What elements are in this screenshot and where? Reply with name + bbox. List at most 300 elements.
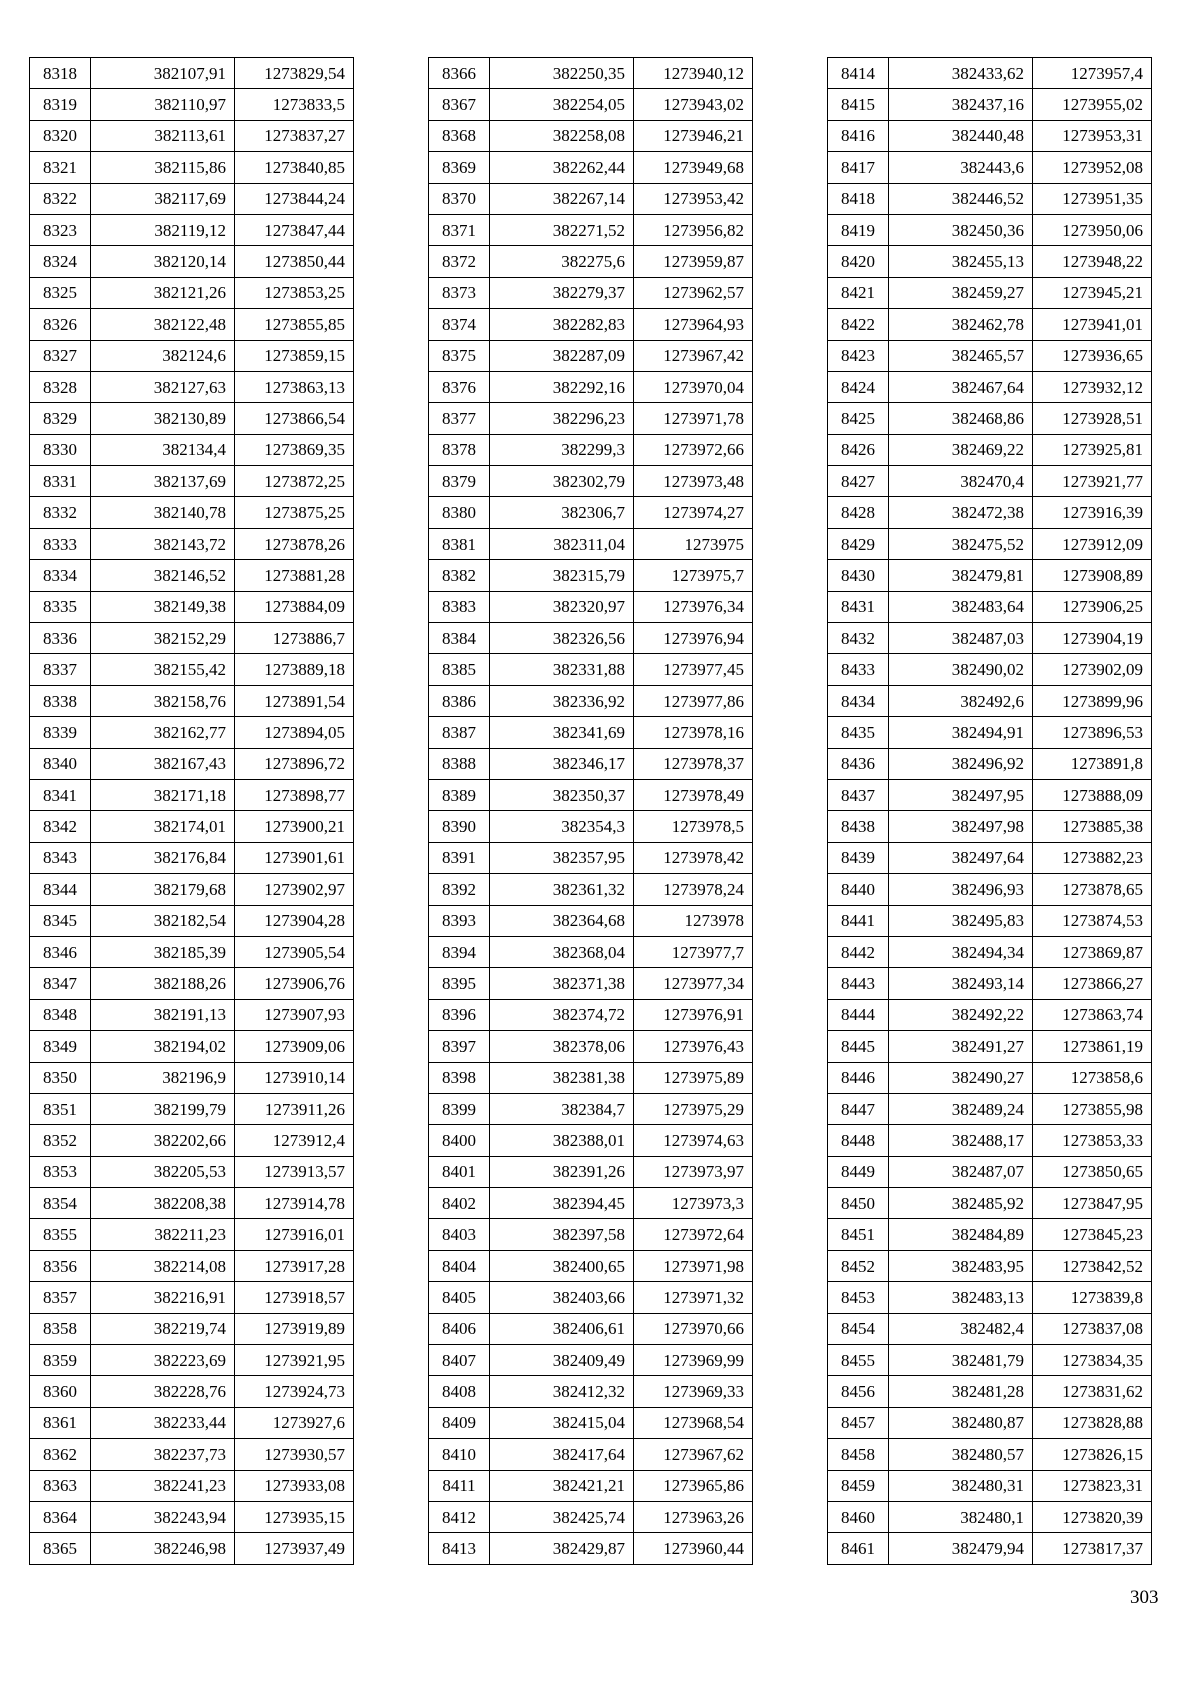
table-row — [828, 1219, 1152, 1250]
y-coordinate-cell: 1273978,5 — [634, 811, 753, 842]
y-coordinate-cell: 1273886,7 — [235, 623, 354, 654]
y-coordinate-cell: 1273971,98 — [634, 1250, 753, 1281]
table-row — [30, 1156, 354, 1187]
x-coordinate-cell: 382357,95 — [490, 842, 634, 873]
point-number-cell: 8409 — [429, 1407, 490, 1438]
table-row — [30, 905, 354, 936]
point-number-cell: 8368 — [429, 120, 490, 151]
point-number-cell: 8353 — [30, 1156, 91, 1187]
y-coordinate-cell: 1273817,37 — [1033, 1533, 1152, 1564]
x-coordinate-cell: 382167,43 — [91, 748, 235, 779]
y-coordinate-cell: 1273881,28 — [235, 560, 354, 591]
x-coordinate-cell: 382233,44 — [91, 1407, 235, 1438]
table-row — [429, 717, 753, 748]
x-coordinate-cell: 382279,37 — [490, 277, 634, 308]
y-coordinate-cell: 1273889,18 — [235, 654, 354, 685]
y-coordinate-cell: 1273927,6 — [235, 1407, 354, 1438]
table-row — [30, 89, 354, 120]
x-coordinate-cell: 382171,18 — [91, 779, 235, 810]
x-coordinate-cell: 382130,89 — [91, 403, 235, 434]
table-row — [30, 1501, 354, 1532]
x-coordinate-cell: 382484,89 — [889, 1219, 1033, 1250]
x-coordinate-cell: 382162,77 — [91, 717, 235, 748]
y-coordinate-cell: 1273971,32 — [634, 1282, 753, 1313]
point-number-cell: 8366 — [429, 58, 490, 89]
point-number-cell: 8342 — [30, 811, 91, 842]
point-number-cell: 8395 — [429, 968, 490, 999]
point-number-cell: 8396 — [429, 999, 490, 1030]
y-coordinate-cell: 1273978,24 — [634, 874, 753, 905]
y-coordinate-cell: 1273885,38 — [1033, 811, 1152, 842]
x-coordinate-cell: 382292,16 — [490, 371, 634, 402]
table-row — [429, 246, 753, 277]
x-coordinate-cell: 382216,91 — [91, 1282, 235, 1313]
y-coordinate-cell: 1273959,87 — [634, 246, 753, 277]
table-row — [429, 277, 753, 308]
table-row — [30, 340, 354, 371]
point-number-cell: 8454 — [828, 1313, 889, 1344]
table-row — [30, 1439, 354, 1470]
x-coordinate-cell: 382223,69 — [91, 1345, 235, 1376]
coordinate-tables — [29, 57, 1175, 1604]
x-coordinate-cell: 382412,32 — [490, 1376, 634, 1407]
table-row — [429, 905, 753, 936]
point-number-cell: 8384 — [429, 623, 490, 654]
y-coordinate-cell: 1273924,73 — [235, 1376, 354, 1407]
point-number-cell: 8331 — [30, 466, 91, 497]
table-row — [30, 309, 354, 340]
table-row — [30, 1219, 354, 1250]
x-coordinate-cell: 382490,02 — [889, 654, 1033, 685]
point-number-cell: 8348 — [30, 999, 91, 1030]
x-coordinate-cell: 382388,01 — [490, 1125, 634, 1156]
point-number-cell: 8321 — [30, 152, 91, 183]
point-number-cell: 8380 — [429, 497, 490, 528]
point-number-cell: 8414 — [828, 58, 889, 89]
x-coordinate-cell: 382331,88 — [490, 654, 634, 685]
coordinate-table-2 — [428, 57, 753, 1565]
table-row — [429, 1156, 753, 1187]
x-coordinate-cell: 382433,62 — [889, 58, 1033, 89]
point-number-cell: 8444 — [828, 999, 889, 1030]
table-row — [30, 1188, 354, 1219]
x-coordinate-cell: 382199,79 — [91, 1093, 235, 1124]
point-number-cell: 8326 — [30, 309, 91, 340]
point-number-cell: 8330 — [30, 434, 91, 465]
x-coordinate-cell: 382391,26 — [490, 1156, 634, 1187]
point-number-cell: 8377 — [429, 403, 490, 434]
table-row — [828, 874, 1152, 905]
table-row — [429, 58, 753, 89]
table-row — [30, 623, 354, 654]
table-row — [30, 371, 354, 402]
y-coordinate-cell: 1273978,49 — [634, 779, 753, 810]
point-number-cell: 8376 — [429, 371, 490, 402]
point-number-cell: 8325 — [30, 277, 91, 308]
x-coordinate-cell: 382400,65 — [490, 1250, 634, 1281]
y-coordinate-cell: 1273855,98 — [1033, 1093, 1152, 1124]
point-number-cell: 8392 — [429, 874, 490, 905]
x-coordinate-cell: 382320,97 — [490, 591, 634, 622]
y-coordinate-cell: 1273845,23 — [1033, 1219, 1152, 1250]
table-row — [429, 1219, 753, 1250]
x-coordinate-cell: 382450,36 — [889, 214, 1033, 245]
table-row — [828, 811, 1152, 842]
y-coordinate-cell: 1273905,54 — [235, 936, 354, 967]
x-coordinate-cell: 382182,54 — [91, 905, 235, 936]
x-coordinate-cell: 382267,14 — [490, 183, 634, 214]
y-coordinate-cell: 1273919,89 — [235, 1313, 354, 1344]
point-number-cell: 8440 — [828, 874, 889, 905]
y-coordinate-cell: 1273916,01 — [235, 1219, 354, 1250]
y-coordinate-cell: 1273975,89 — [634, 1062, 753, 1093]
x-coordinate-cell: 382483,64 — [889, 591, 1033, 622]
point-number-cell: 8383 — [429, 591, 490, 622]
x-coordinate-cell: 382492,6 — [889, 685, 1033, 716]
x-coordinate-cell: 382364,68 — [490, 905, 634, 936]
table-row — [429, 874, 753, 905]
y-coordinate-cell: 1273828,88 — [1033, 1407, 1152, 1438]
point-number-cell: 8352 — [30, 1125, 91, 1156]
x-coordinate-cell: 382368,04 — [490, 936, 634, 967]
x-coordinate-cell: 382241,23 — [91, 1470, 235, 1501]
table-row — [429, 340, 753, 371]
x-coordinate-cell: 382191,13 — [91, 999, 235, 1030]
y-coordinate-cell: 1273844,24 — [235, 183, 354, 214]
y-coordinate-cell: 1273884,09 — [235, 591, 354, 622]
x-coordinate-cell: 382243,94 — [91, 1501, 235, 1532]
point-number-cell: 8456 — [828, 1376, 889, 1407]
table-row — [828, 717, 1152, 748]
x-coordinate-cell: 382384,7 — [490, 1093, 634, 1124]
point-number-cell: 8438 — [828, 811, 889, 842]
point-number-cell: 8407 — [429, 1345, 490, 1376]
point-number-cell: 8359 — [30, 1345, 91, 1376]
x-coordinate-cell: 382469,22 — [889, 434, 1033, 465]
x-coordinate-cell: 382282,83 — [490, 309, 634, 340]
table-row — [30, 1062, 354, 1093]
point-number-cell: 8413 — [429, 1533, 490, 1564]
table-row — [429, 309, 753, 340]
table-row — [429, 1062, 753, 1093]
table-row — [30, 183, 354, 214]
point-number-cell: 8423 — [828, 340, 889, 371]
y-coordinate-cell: 1273837,27 — [235, 120, 354, 151]
y-coordinate-cell: 1273904,28 — [235, 905, 354, 936]
y-coordinate-cell: 1273910,14 — [235, 1062, 354, 1093]
y-coordinate-cell: 1273855,85 — [235, 309, 354, 340]
y-coordinate-cell: 1273972,64 — [634, 1219, 753, 1250]
x-coordinate-cell: 382446,52 — [889, 183, 1033, 214]
point-number-cell: 8347 — [30, 968, 91, 999]
point-number-cell: 8430 — [828, 560, 889, 591]
x-coordinate-cell: 382302,79 — [490, 466, 634, 497]
table-row — [429, 152, 753, 183]
point-number-cell: 8405 — [429, 1282, 490, 1313]
point-number-cell: 8453 — [828, 1282, 889, 1313]
x-coordinate-cell: 382113,61 — [91, 120, 235, 151]
coordinate-table-3 — [827, 57, 1152, 1565]
table-row — [828, 1093, 1152, 1124]
point-number-cell: 8367 — [429, 89, 490, 120]
point-number-cell: 8398 — [429, 1062, 490, 1093]
y-coordinate-cell: 1273932,12 — [1033, 371, 1152, 402]
point-number-cell: 8379 — [429, 466, 490, 497]
point-number-cell: 8404 — [429, 1250, 490, 1281]
y-coordinate-cell: 1273936,65 — [1033, 340, 1152, 371]
y-coordinate-cell: 1273962,57 — [634, 277, 753, 308]
point-number-cell: 8458 — [828, 1439, 889, 1470]
y-coordinate-cell: 1273967,62 — [634, 1439, 753, 1470]
y-coordinate-cell: 1273912,4 — [235, 1125, 354, 1156]
table-row — [30, 528, 354, 559]
y-coordinate-cell: 1273823,31 — [1033, 1470, 1152, 1501]
x-coordinate-cell: 382487,07 — [889, 1156, 1033, 1187]
point-number-cell: 8415 — [828, 89, 889, 120]
table-row — [429, 685, 753, 716]
point-number-cell: 8461 — [828, 1533, 889, 1564]
point-number-cell: 8329 — [30, 403, 91, 434]
x-coordinate-cell: 382480,57 — [889, 1439, 1033, 1470]
point-number-cell: 8373 — [429, 277, 490, 308]
point-number-cell: 8346 — [30, 936, 91, 967]
x-coordinate-cell: 382107,91 — [91, 58, 235, 89]
y-coordinate-cell: 1273863,13 — [235, 371, 354, 402]
point-number-cell: 8447 — [828, 1093, 889, 1124]
point-number-cell: 8400 — [429, 1125, 490, 1156]
table-row — [828, 1345, 1152, 1376]
table-row — [828, 309, 1152, 340]
x-coordinate-cell: 382482,4 — [889, 1313, 1033, 1344]
point-number-cell: 8375 — [429, 340, 490, 371]
x-coordinate-cell: 382315,79 — [490, 560, 634, 591]
point-number-cell: 8340 — [30, 748, 91, 779]
y-coordinate-cell: 1273891,8 — [1033, 748, 1152, 779]
x-coordinate-cell: 382254,05 — [490, 89, 634, 120]
x-coordinate-cell: 382437,16 — [889, 89, 1033, 120]
table-row — [30, 779, 354, 810]
table-row — [828, 842, 1152, 873]
y-coordinate-cell: 1273914,78 — [235, 1188, 354, 1219]
table-row — [429, 434, 753, 465]
x-coordinate-cell: 382127,63 — [91, 371, 235, 402]
x-coordinate-cell: 382188,26 — [91, 968, 235, 999]
y-coordinate-cell: 1273978,16 — [634, 717, 753, 748]
y-coordinate-cell: 1273977,45 — [634, 654, 753, 685]
x-coordinate-cell: 382176,84 — [91, 842, 235, 873]
y-coordinate-cell: 1273904,19 — [1033, 623, 1152, 654]
y-coordinate-cell: 1273965,86 — [634, 1470, 753, 1501]
table-row — [30, 685, 354, 716]
table-row — [30, 1282, 354, 1313]
x-coordinate-cell: 382196,9 — [91, 1062, 235, 1093]
y-coordinate-cell: 1273957,4 — [1033, 58, 1152, 89]
point-number-cell: 8365 — [30, 1533, 91, 1564]
point-number-cell: 8370 — [429, 183, 490, 214]
y-coordinate-cell: 1273902,09 — [1033, 654, 1152, 685]
table-row — [30, 1533, 354, 1564]
y-coordinate-cell: 1273869,87 — [1033, 936, 1152, 967]
x-coordinate-cell: 382194,02 — [91, 1031, 235, 1062]
point-number-cell: 8448 — [828, 1125, 889, 1156]
table-row — [429, 1093, 753, 1124]
point-number-cell: 8446 — [828, 1062, 889, 1093]
x-coordinate-cell: 382374,72 — [490, 999, 634, 1030]
y-coordinate-cell: 1273975,7 — [634, 560, 753, 591]
x-coordinate-cell: 382115,86 — [91, 152, 235, 183]
y-coordinate-cell: 1273949,68 — [634, 152, 753, 183]
y-coordinate-cell: 1273974,27 — [634, 497, 753, 528]
x-coordinate-cell: 382250,35 — [490, 58, 634, 89]
table-row — [30, 874, 354, 905]
x-coordinate-cell: 382403,66 — [490, 1282, 634, 1313]
point-number-cell: 8421 — [828, 277, 889, 308]
point-number-cell: 8417 — [828, 152, 889, 183]
x-coordinate-cell: 382493,14 — [889, 968, 1033, 999]
y-coordinate-cell: 1273861,19 — [1033, 1031, 1152, 1062]
y-coordinate-cell: 1273839,8 — [1033, 1282, 1152, 1313]
point-number-cell: 8457 — [828, 1407, 889, 1438]
point-number-cell: 8372 — [429, 246, 490, 277]
table-row — [429, 623, 753, 654]
point-number-cell: 8341 — [30, 779, 91, 810]
y-coordinate-cell: 1273940,12 — [634, 58, 753, 89]
y-coordinate-cell: 1273820,39 — [1033, 1501, 1152, 1532]
x-coordinate-cell: 382397,58 — [490, 1219, 634, 1250]
x-coordinate-cell: 382481,28 — [889, 1376, 1033, 1407]
point-number-cell: 8449 — [828, 1156, 889, 1187]
point-number-cell: 8362 — [30, 1439, 91, 1470]
table-row — [30, 811, 354, 842]
point-number-cell: 8360 — [30, 1376, 91, 1407]
x-coordinate-cell: 382219,74 — [91, 1313, 235, 1344]
x-coordinate-cell: 382354,3 — [490, 811, 634, 842]
table-row — [828, 58, 1152, 89]
point-number-cell: 8443 — [828, 968, 889, 999]
table-row — [30, 748, 354, 779]
point-number-cell: 8420 — [828, 246, 889, 277]
table-row — [30, 1031, 354, 1062]
x-coordinate-cell: 382465,57 — [889, 340, 1033, 371]
point-number-cell: 8385 — [429, 654, 490, 685]
y-coordinate-cell: 1273977,7 — [634, 936, 753, 967]
y-coordinate-cell: 1273974,63 — [634, 1125, 753, 1156]
point-number-cell: 8433 — [828, 654, 889, 685]
y-coordinate-cell: 1273878,65 — [1033, 874, 1152, 905]
point-number-cell: 8364 — [30, 1501, 91, 1532]
x-coordinate-cell: 382487,03 — [889, 623, 1033, 654]
table-row — [828, 214, 1152, 245]
x-coordinate-cell: 382228,76 — [91, 1376, 235, 1407]
table-row — [30, 58, 354, 89]
table-row — [828, 152, 1152, 183]
x-coordinate-cell: 382174,01 — [91, 811, 235, 842]
x-coordinate-cell: 382299,3 — [490, 434, 634, 465]
x-coordinate-cell: 382306,7 — [490, 497, 634, 528]
point-number-cell: 8320 — [30, 120, 91, 151]
point-number-cell: 8429 — [828, 528, 889, 559]
point-number-cell: 8322 — [30, 183, 91, 214]
x-coordinate-cell: 382287,09 — [490, 340, 634, 371]
x-coordinate-cell: 382120,14 — [91, 246, 235, 277]
y-coordinate-cell: 1273971,78 — [634, 403, 753, 434]
table-row — [828, 497, 1152, 528]
table-row — [30, 277, 354, 308]
table-row — [30, 214, 354, 245]
point-number-cell: 8455 — [828, 1345, 889, 1376]
table-row — [828, 1376, 1152, 1407]
x-coordinate-cell: 382483,95 — [889, 1250, 1033, 1281]
y-coordinate-cell: 1273874,53 — [1033, 905, 1152, 936]
point-number-cell: 8334 — [30, 560, 91, 591]
point-number-cell: 8424 — [828, 371, 889, 402]
table-row — [429, 1376, 753, 1407]
point-number-cell: 8374 — [429, 309, 490, 340]
table-row — [429, 1031, 753, 1062]
point-number-cell: 8452 — [828, 1250, 889, 1281]
x-coordinate-cell: 382179,68 — [91, 874, 235, 905]
x-coordinate-cell: 382336,92 — [490, 685, 634, 716]
y-coordinate-cell: 1273863,74 — [1033, 999, 1152, 1030]
point-number-cell: 8356 — [30, 1250, 91, 1281]
point-number-cell: 8324 — [30, 246, 91, 277]
point-number-cell: 8441 — [828, 905, 889, 936]
x-coordinate-cell: 382480,1 — [889, 1501, 1033, 1532]
x-coordinate-cell: 382415,04 — [490, 1407, 634, 1438]
x-coordinate-cell: 382394,45 — [490, 1188, 634, 1219]
point-number-cell: 8412 — [429, 1501, 490, 1532]
x-coordinate-cell: 382462,78 — [889, 309, 1033, 340]
y-coordinate-cell: 1273933,08 — [235, 1470, 354, 1501]
y-coordinate-cell: 1273831,62 — [1033, 1376, 1152, 1407]
x-coordinate-cell: 382440,48 — [889, 120, 1033, 151]
table-row — [828, 999, 1152, 1030]
table-row — [429, 1470, 753, 1501]
table-row — [828, 403, 1152, 434]
y-coordinate-cell: 1273866,27 — [1033, 968, 1152, 999]
table-row — [429, 1282, 753, 1313]
point-number-cell: 8399 — [429, 1093, 490, 1124]
table-row — [30, 591, 354, 622]
point-number-cell: 8425 — [828, 403, 889, 434]
x-coordinate-cell: 382341,69 — [490, 717, 634, 748]
y-coordinate-cell: 1273921,95 — [235, 1345, 354, 1376]
table-row — [429, 466, 753, 497]
x-coordinate-cell: 382494,91 — [889, 717, 1033, 748]
y-coordinate-cell: 1273907,93 — [235, 999, 354, 1030]
table-row — [429, 528, 753, 559]
point-number-cell: 8358 — [30, 1313, 91, 1344]
x-coordinate-cell: 382296,23 — [490, 403, 634, 434]
y-coordinate-cell: 1273850,44 — [235, 246, 354, 277]
point-number-cell: 8419 — [828, 214, 889, 245]
x-coordinate-cell: 382350,37 — [490, 779, 634, 810]
point-number-cell: 8351 — [30, 1093, 91, 1124]
y-coordinate-cell: 1273902,97 — [235, 874, 354, 905]
y-coordinate-cell: 1273898,77 — [235, 779, 354, 810]
table-row — [828, 905, 1152, 936]
y-coordinate-cell: 1273956,82 — [634, 214, 753, 245]
y-coordinate-cell: 1273969,33 — [634, 1376, 753, 1407]
x-coordinate-cell: 382489,24 — [889, 1093, 1033, 1124]
y-coordinate-cell: 1273847,44 — [235, 214, 354, 245]
y-coordinate-cell: 1273840,85 — [235, 152, 354, 183]
point-number-cell: 8361 — [30, 1407, 91, 1438]
point-number-cell: 8339 — [30, 717, 91, 748]
point-number-cell: 8390 — [429, 811, 490, 842]
table-row — [30, 936, 354, 967]
y-coordinate-cell: 1273969,99 — [634, 1345, 753, 1376]
